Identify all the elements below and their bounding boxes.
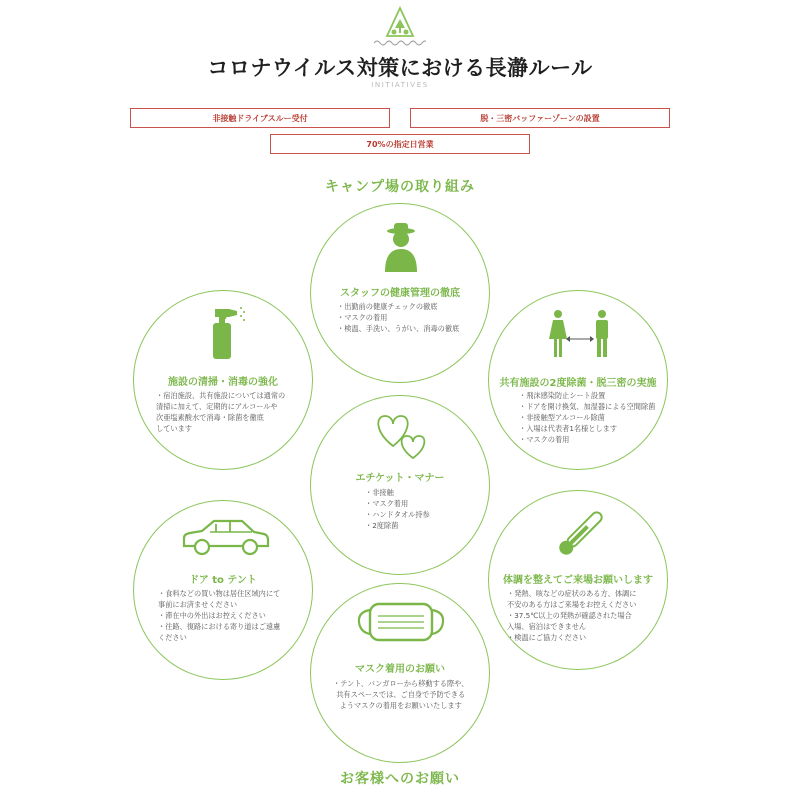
circle-title: スタッフの健康管理の徹底 [340,288,460,299]
page-title: コロナウイルス対策における長瀞ルール [207,56,593,80]
hearts-icon [373,406,431,462]
section-title-camp: キャンプ場の取り組み [325,179,475,195]
text-line: ・食料などの買い物は居住区域内にて [158,589,281,598]
list-item: ・非接触型アルコール除菌 [519,413,605,422]
circle-title: 施設の清掃・消毒の強化 [168,377,278,388]
circle-staff-health [310,203,490,383]
text-line: しています [156,424,192,433]
list-item: ・出勤前の健康チェックの徹底 [337,302,438,311]
mountain-tree-logo-icon [385,6,415,40]
staff-person-icon [383,222,419,274]
text-line: ・37.5℃以上の発熱が確認された場合 [507,611,632,620]
list-item: ・ハンドタオル持参 [365,510,430,519]
circle-title: エチケット・マナー [355,473,445,484]
circle-title: 共有施設の2度除菌・脱三密の実施 [499,378,657,389]
list-item: ・検温、手洗い、うがい、消毒の徹底 [337,324,460,333]
circle-title: 体調を整えてご来場お願いします [503,575,653,586]
text-line: ようマスクの着用をお願いいたします [339,701,462,710]
page-subtitle: INITIATIVES [371,81,429,89]
list-item: ・飛沫感染防止シート設置 [519,391,606,400]
mask-icon [356,600,446,644]
tag-drive-through: 非接触ドライブスルー受付 [130,108,390,128]
text-line: ・検温にご協力ください [507,633,587,642]
text-line: ・往路、復路における寄り道はご遠慮 [158,622,281,631]
list-item: ・2度除菌 [365,521,399,530]
wave-divider-icon [374,39,426,47]
list-item: ・マスク着用 [365,499,409,508]
list-item: ・マスクの着用 [337,313,388,322]
text-line: 事前にお済ませください [158,600,238,609]
text-line: ・テント、バンガローから移動する際や、 [333,679,469,688]
list-item: ・ドアを開け換気、加湿器による空間除菌 [519,402,656,411]
text-line: 次亜塩素酸水で消毒・除菌を徹底 [156,413,264,422]
spray-bottle-icon [206,305,246,361]
circle-door-to-tent [133,500,313,680]
car-icon [180,516,270,558]
circle-cleaning [133,290,313,470]
text-line: 清掃に加えて、定期的にアルコールや [156,402,278,411]
tag-buffer-zone: 脱・三密バッファーゾーンの設置 [410,108,670,128]
circle-health-check [488,490,668,670]
circle-etiquette [310,395,490,575]
distancing-people-icon [549,309,611,359]
circle-title: ドア to テント [189,575,257,586]
circle-shared-facilities [488,290,668,470]
list-item: ・マスクの着用 [519,435,570,444]
text-line: 共有スペースでは、ご自身で予防できる [336,690,466,699]
text-line: ・発熱、咳などの症状のある方、体調に [507,589,637,598]
section-title-guest: お客様へのお願い [340,771,460,787]
text-line: 不安のある方はご来場をお控えください [507,600,637,609]
list-item: ・入場は代表者1名様とします [519,424,618,433]
text-line: 入場、宿泊はできません [507,622,587,631]
tag-designated-days: 70%の指定日営業 [270,134,530,154]
list-item: ・非接触 [365,488,394,497]
text-line: ・宿泊施設、共有施設については通常の [156,391,286,400]
text-line: ・滞在中の外出はお控えください [158,611,266,620]
circle-mask [310,583,490,763]
circle-title: マスク着用のお願い [355,664,445,675]
text-line: ください [158,633,187,642]
thermometer-icon [551,509,607,561]
